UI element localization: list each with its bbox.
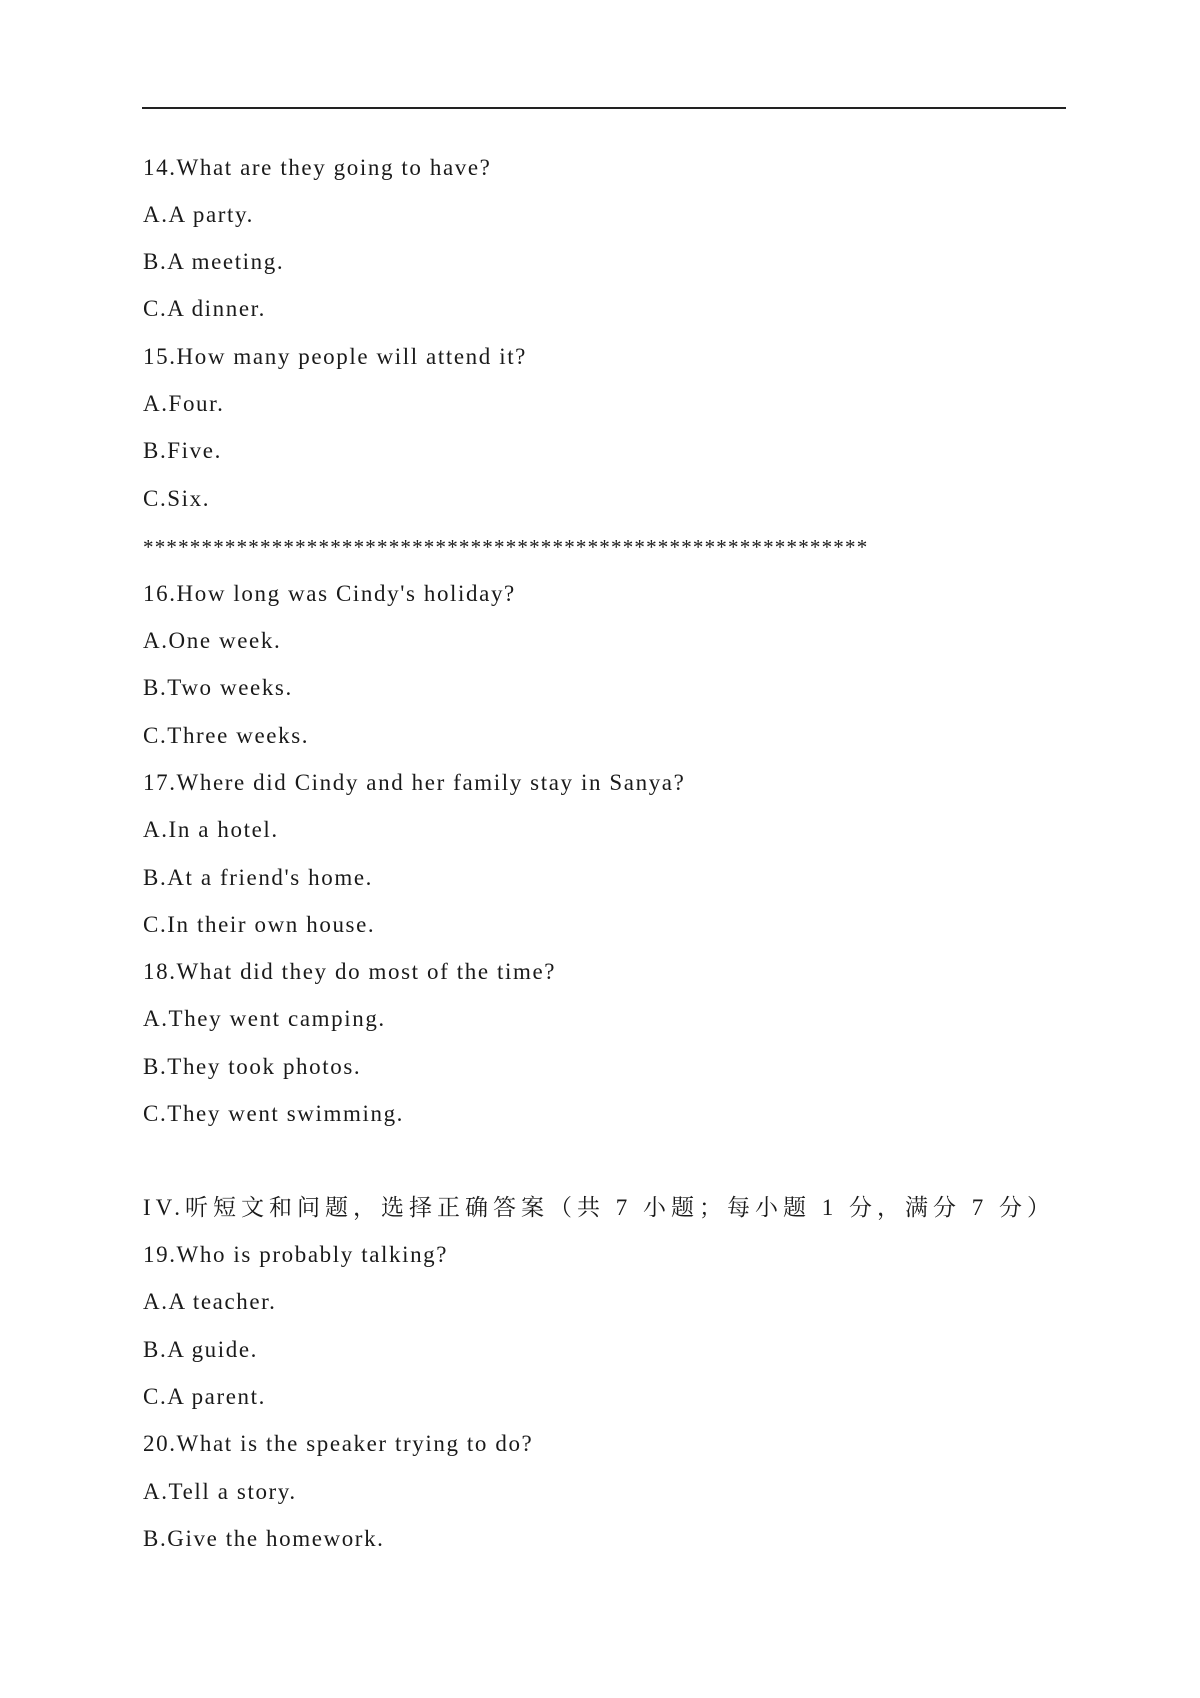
q15-option-a: A.Four. [143,391,225,416]
header-rule [142,107,1066,109]
q18-option-c: C.They went swimming. [143,1101,405,1126]
q18-option-b: B.They took photos. [143,1054,362,1079]
star-separator: ************************************************************** [143,535,869,559]
question-20: 20.What is the speaker trying to do? [143,1431,534,1456]
question-16: 16.How long was Cindy's holiday? [143,581,516,606]
q19-option-b: B.A guide. [143,1337,259,1362]
q17-option-a: A.In a hotel. [143,817,279,842]
question-18: 18.What did they do most of the time? [143,959,557,984]
q16-option-b: B.Two weeks. [143,675,293,700]
q19-option-a: A.A teacher. [143,1289,277,1314]
q16-option-a: A.One week. [143,628,282,653]
q15-option-c: C.Six. [143,486,211,511]
q14-option-a: A.A party. [143,202,254,227]
question-19: 19.Who is probably talking? [143,1242,449,1267]
q19-option-c: C.A parent. [143,1384,266,1409]
q14-option-b: B.A meeting. [143,249,285,274]
question-14: 14.What are they going to have? [143,155,492,180]
q20-option-b: B.Give the homework. [143,1526,385,1551]
q14-option-c: C.A dinner. [143,296,267,321]
section-iv-heading: IV.听短文和问题，选择正确答案（共 7 小题；每小题 1 分，满分 7 分） [143,1195,1056,1220]
question-17: 17.Where did Cindy and her family stay in Sanya? [143,770,686,795]
q18-option-a: A.They went camping. [143,1006,386,1031]
q17-option-c: C.In their own house. [143,912,376,937]
q20-option-a: A.Tell a story. [143,1479,297,1504]
question-15: 15.How many people will attend it? [143,344,527,369]
q16-option-c: C.Three weeks. [143,723,310,748]
q15-option-b: B.Five. [143,438,222,463]
q17-option-b: B.At a friend's home. [143,865,374,890]
